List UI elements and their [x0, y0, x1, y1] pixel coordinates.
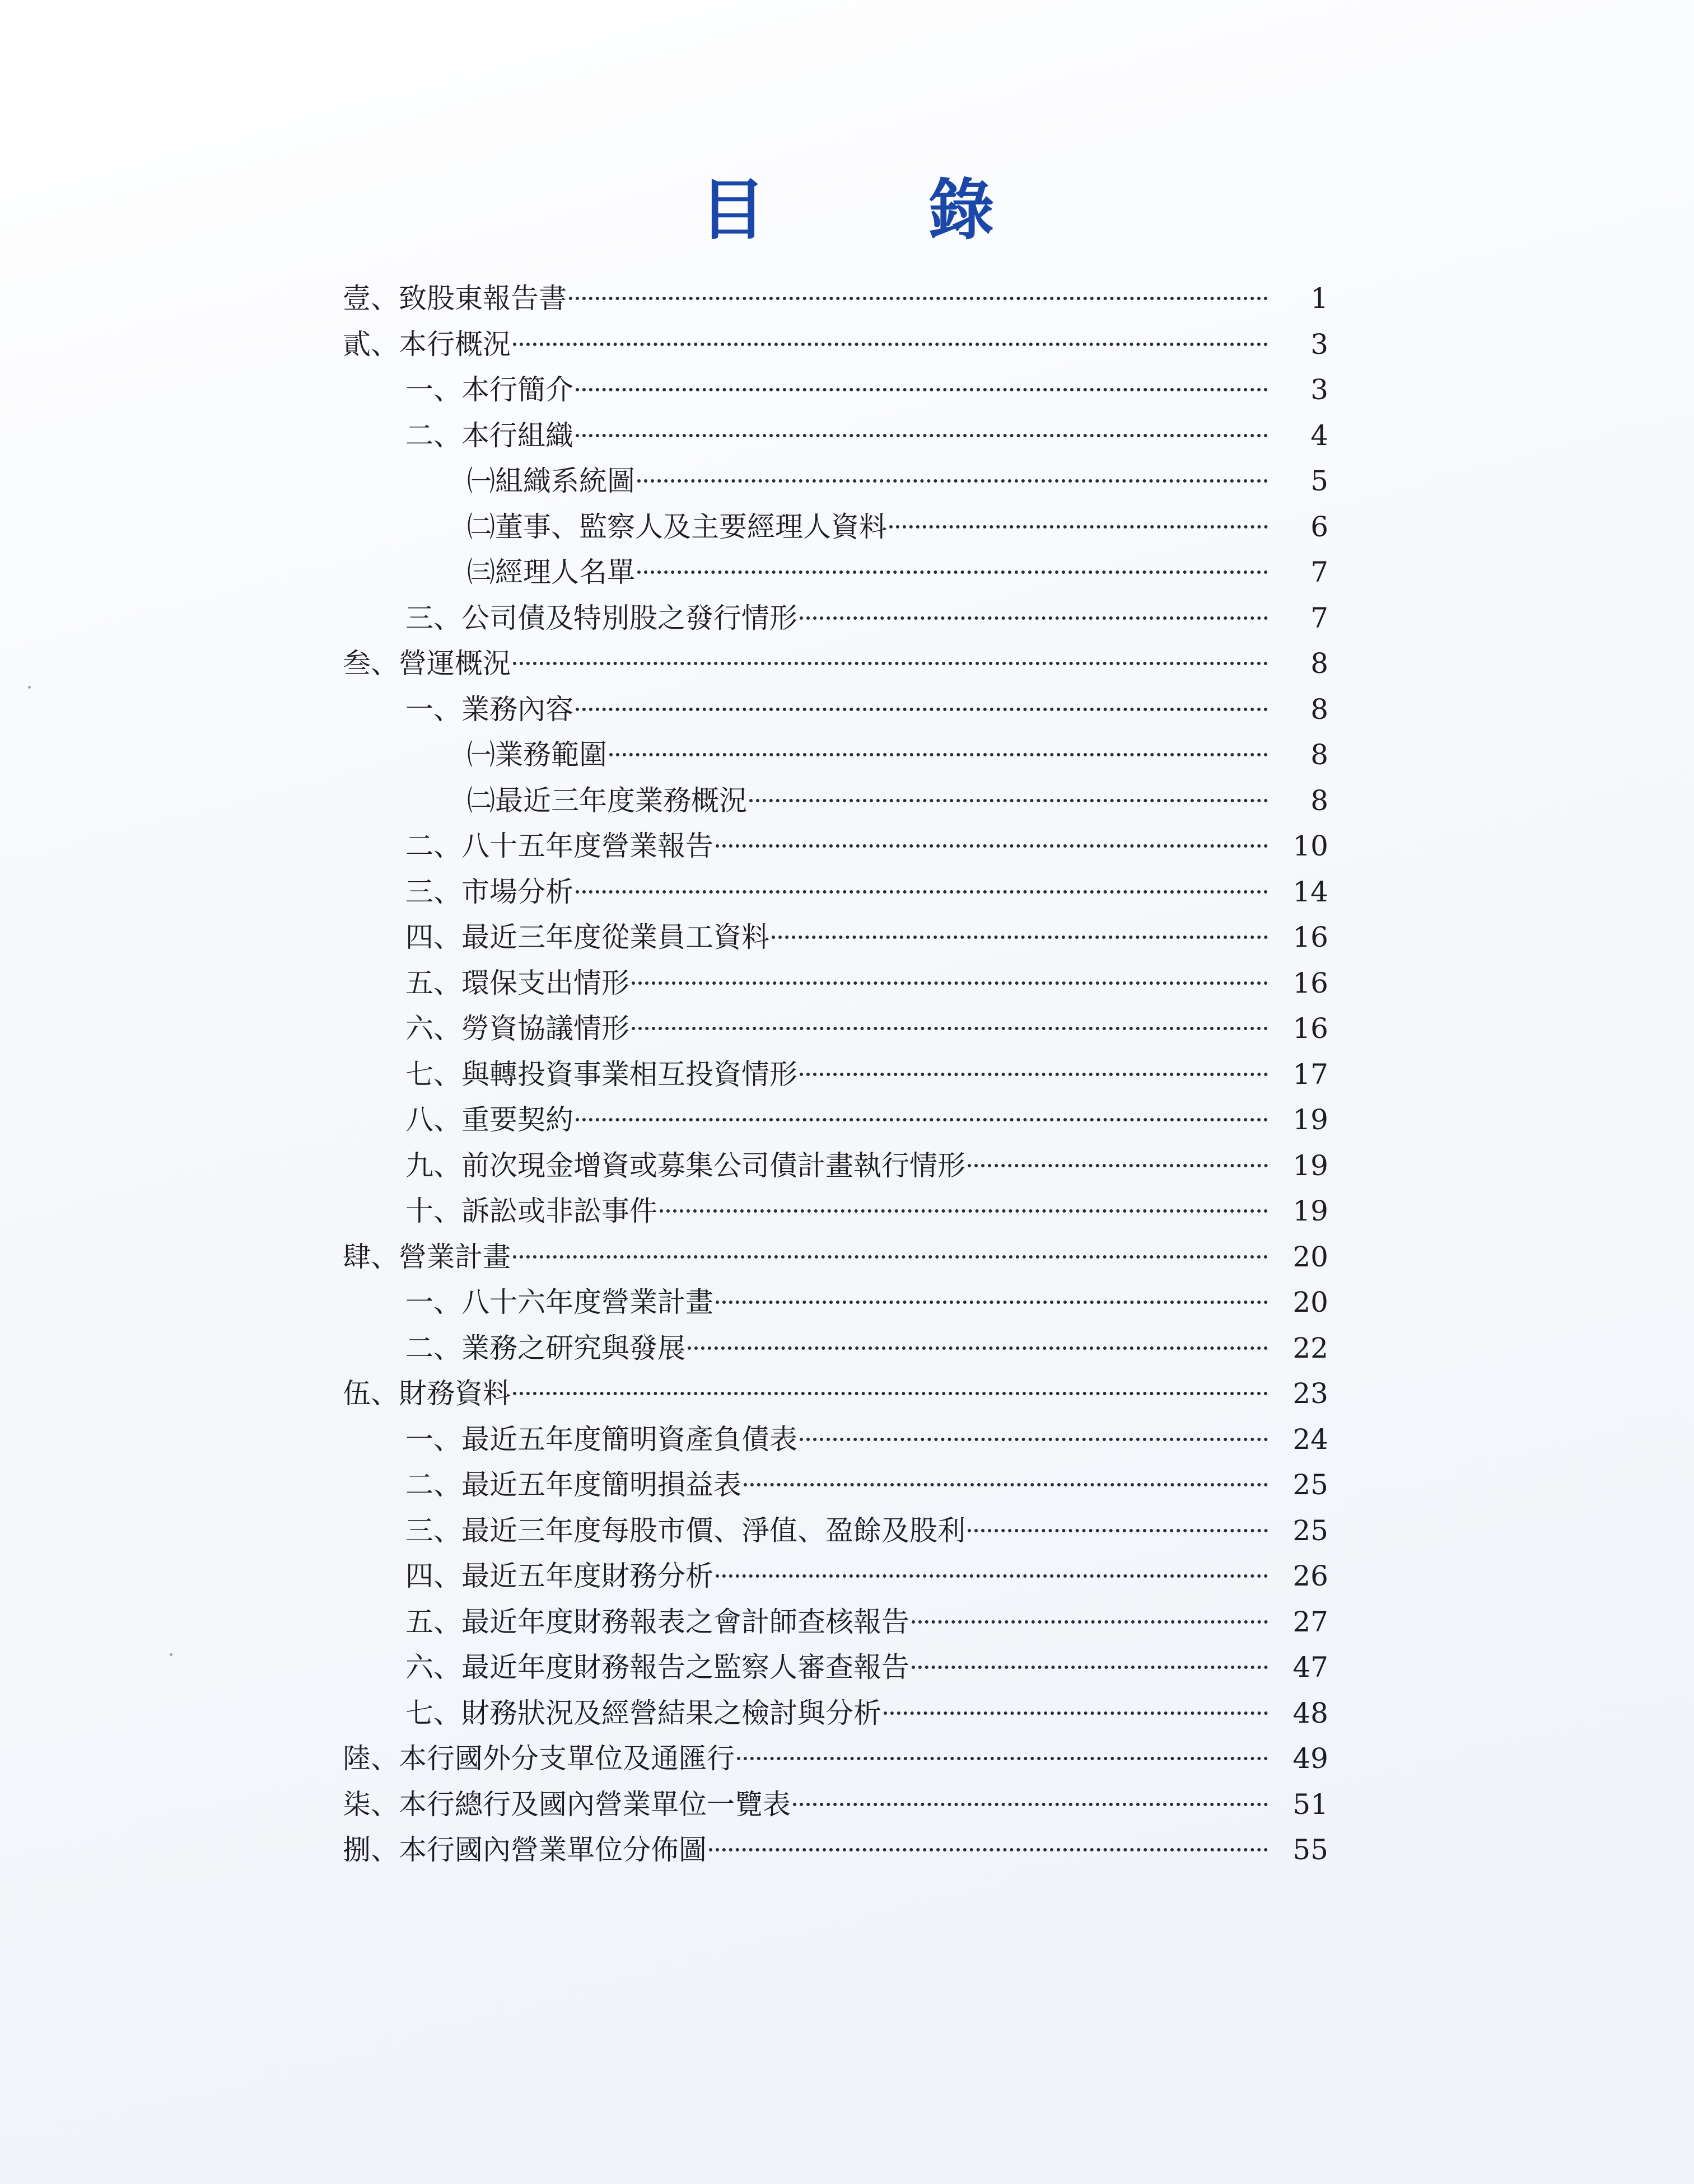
dot-leader	[513, 1392, 1268, 1395]
toc-entry-label: 七、與轉投資事業相互投資情形	[405, 1058, 797, 1091]
toc-entry-page-number: 5	[1310, 465, 1328, 497]
toc-entry-page-number: 24	[1292, 1423, 1328, 1456]
dot-leader	[744, 1483, 1268, 1486]
toc-entry-label: 一、最近五年度簡明資產負債表	[405, 1423, 797, 1456]
toc-entry-page-number: 8	[1310, 647, 1328, 680]
toc-entry-label: 五、最近年度財務報表之會計師查核報告	[405, 1605, 909, 1638]
toc-entry-page-number: 14	[1292, 875, 1328, 908]
toc-entry[interactable]	[343, 1234, 1328, 1280]
toc-entry-page-number: 1	[1310, 282, 1328, 315]
toc-entry[interactable]	[343, 459, 1328, 504]
toc-entry[interactable]	[343, 732, 1328, 778]
toc-entry[interactable]	[343, 276, 1328, 322]
toc-entry-label: 柒、本行總行及國內營業單位一覽表	[343, 1788, 791, 1821]
toc-entry-page-number: 6	[1310, 510, 1328, 543]
toc-entry[interactable]	[343, 1326, 1328, 1372]
dot-leader	[800, 616, 1268, 620]
toc-entry[interactable]	[343, 1371, 1328, 1417]
dot-leader	[800, 1438, 1268, 1441]
dot-leader	[889, 525, 1268, 529]
dot-leader	[912, 1620, 1268, 1624]
toc-entry[interactable]	[343, 322, 1328, 368]
toc-entry[interactable]	[343, 1006, 1328, 1052]
dot-leader	[968, 1529, 1268, 1532]
toc-entry-page-number: 16	[1292, 966, 1328, 999]
toc-entry[interactable]	[343, 1508, 1328, 1554]
dot-leader	[688, 1346, 1268, 1350]
toc-entry-page-number: 7	[1310, 556, 1328, 588]
toc-entry-label: 十、訴訟或非訟事件	[405, 1195, 657, 1227]
toc-entry-label: 六、最近年度財務報告之監察人審查報告	[405, 1651, 909, 1683]
dot-leader	[576, 890, 1268, 894]
toc-entry-label: 三、公司債及特別股之發行情形	[405, 601, 797, 634]
toc-entry-page-number: 25	[1292, 1469, 1328, 1501]
dot-leader	[968, 1164, 1268, 1167]
toc-entry[interactable]	[343, 1097, 1328, 1143]
toc-entry-page-number: 47	[1292, 1651, 1328, 1683]
dot-leader	[793, 1803, 1268, 1806]
toc-entry-label: 壹、致股東報告書	[343, 282, 567, 315]
toc-entry-label: ㈢經理人名單	[467, 556, 635, 588]
toc-entry[interactable]	[343, 1691, 1328, 1737]
toc-entry-page-number: 17	[1292, 1058, 1328, 1091]
toc-entry-label: 四、最近三年度從業員工資料	[405, 921, 769, 953]
toc-entry-label: 陸、本行國外分支單位及通匯行	[343, 1742, 735, 1775]
dot-leader	[576, 388, 1268, 391]
toc-entry-page-number: 4	[1310, 419, 1328, 452]
dot-leader	[569, 297, 1268, 300]
toc-entry-label: 六、勞資協議情形	[405, 1012, 629, 1045]
toc-entry-page-number: 3	[1310, 328, 1328, 361]
toc-entry-page-number: 8	[1310, 693, 1328, 726]
dot-leader	[716, 1574, 1268, 1578]
toc-entry[interactable]	[343, 1280, 1328, 1326]
toc-entry-page-number: 22	[1292, 1331, 1328, 1364]
dot-leader	[513, 662, 1268, 665]
toc-entry-page-number: 16	[1292, 1012, 1328, 1045]
toc-entry-page-number: 7	[1310, 601, 1328, 634]
toc-entry-label: 肆、營業計畫	[343, 1240, 511, 1273]
toc-entry-label: 二、業務之研究與發展	[405, 1331, 685, 1364]
toc-entry[interactable]	[343, 413, 1328, 459]
toc-entry-label: 七、財務狀況及經營結果之檢討與分析	[405, 1696, 881, 1729]
dot-leader	[660, 1209, 1268, 1213]
toc-entry[interactable]	[343, 1554, 1328, 1600]
toc-entry[interactable]	[343, 1143, 1328, 1189]
toc-entry[interactable]	[343, 1052, 1328, 1098]
toc-entry[interactable]	[343, 961, 1328, 1007]
toc-entry[interactable]	[343, 550, 1328, 596]
title-char-right: 錄	[928, 171, 995, 249]
toc-entry[interactable]	[343, 1827, 1328, 1873]
dot-leader	[513, 1255, 1268, 1259]
toc-entry-label: 三、最近三年度每股市價、淨值、盈餘及股利	[405, 1514, 965, 1547]
toc-entry-page-number: 51	[1292, 1788, 1328, 1821]
toc-entry-page-number: 20	[1292, 1286, 1328, 1318]
toc-entry-label: ㈡董事、監察人及主要經理人資料	[467, 510, 887, 543]
toc-entry[interactable]	[343, 687, 1328, 733]
toc-entry-label: 二、本行組織	[405, 419, 573, 452]
dot-leader	[632, 1027, 1268, 1030]
toc-entry-page-number: 3	[1310, 373, 1328, 406]
toc-entry-page-number: 16	[1292, 921, 1328, 953]
toc-entry[interactable]	[343, 915, 1328, 961]
toc-entry-label: 貳、本行概況	[343, 328, 511, 361]
dot-leader	[737, 1757, 1268, 1760]
title-char-left: 目	[699, 171, 766, 249]
toc-entry-page-number: 19	[1292, 1195, 1328, 1227]
toc-entry-label: 一、業務內容	[405, 693, 573, 726]
toc-entry[interactable]	[343, 1189, 1328, 1234]
toc-entry-page-number: 8	[1310, 738, 1328, 771]
toc-entry-label: 九、前次現金增資或募集公司債計畫執行情形	[405, 1149, 965, 1182]
toc-entry[interactable]	[343, 641, 1328, 687]
dot-leader	[912, 1666, 1268, 1669]
paper-speck	[28, 686, 31, 689]
toc-entry-page-number: 55	[1292, 1834, 1328, 1866]
table-of-contents	[343, 276, 1328, 1873]
toc-entry-label: ㈡最近三年度業務概況	[467, 784, 747, 817]
toc-entry-label: 二、八十五年度營業報告	[405, 830, 713, 862]
toc-entry-page-number: 48	[1292, 1696, 1328, 1729]
toc-entry[interactable]	[343, 1600, 1328, 1645]
toc-entry[interactable]	[343, 1736, 1328, 1782]
toc-entry-label: 伍、財務資料	[343, 1377, 511, 1410]
dot-leader	[637, 570, 1268, 574]
toc-entry[interactable]	[343, 778, 1328, 824]
page-title	[0, 168, 1694, 252]
toc-entry-label: ㈠組織系統圖	[467, 465, 635, 497]
toc-entry-label: ㈠業務範圍	[467, 738, 607, 771]
toc-entry[interactable]	[343, 1645, 1328, 1691]
toc-entry[interactable]	[343, 596, 1328, 642]
toc-entry-page-number: 10	[1292, 830, 1328, 862]
toc-entry-page-number: 20	[1292, 1240, 1328, 1273]
toc-entry[interactable]	[343, 504, 1328, 550]
toc-entry-page-number: 49	[1292, 1742, 1328, 1775]
toc-entry[interactable]	[343, 1782, 1328, 1828]
dot-leader	[576, 1118, 1268, 1121]
toc-entry[interactable]	[343, 824, 1328, 869]
toc-entry-label: 捌、本行國內營業單位分佈圖	[343, 1834, 707, 1866]
toc-entry-page-number: 23	[1292, 1377, 1328, 1410]
dot-leader	[576, 434, 1268, 437]
dot-leader	[632, 981, 1268, 985]
toc-entry-page-number: 25	[1292, 1514, 1328, 1547]
toc-entry-page-number: 27	[1292, 1605, 1328, 1638]
dot-leader	[576, 708, 1268, 711]
toc-entry-label: 五、環保支出情形	[405, 966, 629, 999]
toc-entry-page-number: 8	[1310, 784, 1328, 817]
dot-leader	[513, 343, 1268, 346]
dot-leader	[637, 479, 1268, 483]
dot-leader	[716, 844, 1268, 848]
toc-entry-label: 一、本行簡介	[405, 373, 573, 406]
toc-entry[interactable]	[343, 367, 1328, 413]
toc-entry-page-number: 19	[1292, 1103, 1328, 1136]
toc-entry-page-number: 26	[1292, 1560, 1328, 1592]
dot-leader	[800, 1073, 1268, 1076]
paper-speck	[170, 1653, 172, 1656]
dot-leader	[772, 936, 1268, 939]
dot-leader	[609, 753, 1268, 756]
toc-entry-label: 叁、營運概況	[343, 647, 511, 680]
toc-entry-page-number: 19	[1292, 1149, 1328, 1182]
toc-entry-label: 四、最近五年度財務分析	[405, 1560, 713, 1592]
toc-entry-label: 一、八十六年度營業計畫	[405, 1286, 713, 1318]
toc-entry[interactable]	[343, 869, 1328, 915]
toc-entry[interactable]	[343, 1462, 1328, 1508]
dot-leader	[749, 799, 1268, 802]
toc-entry-label: 三、市場分析	[405, 875, 573, 908]
toc-entry[interactable]	[343, 1417, 1328, 1463]
toc-entry-label: 二、最近五年度簡明損益表	[405, 1469, 741, 1501]
dot-leader	[709, 1848, 1268, 1851]
toc-entry-label: 八、重要契約	[405, 1103, 573, 1136]
dot-leader	[884, 1711, 1268, 1715]
dot-leader	[716, 1301, 1268, 1304]
